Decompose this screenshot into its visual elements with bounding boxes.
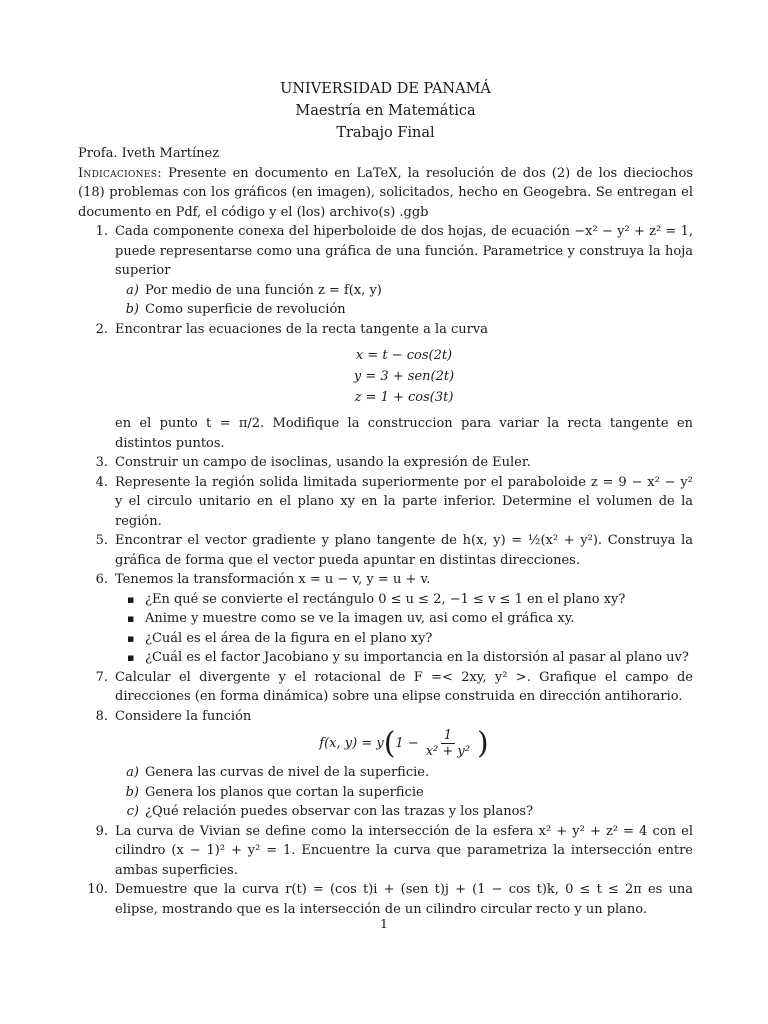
fraction <box>423 728 473 759</box>
problem-number: 1. <box>95 224 108 239</box>
sub-label: b) <box>125 784 139 800</box>
problem-10 <box>78 880 693 919</box>
problem-8 <box>78 707 693 822</box>
equation-x: x = t − cos(2t) <box>355 348 453 363</box>
problem-number: 6. <box>95 572 108 587</box>
function-equation <box>115 725 693 761</box>
page-number: 1 <box>380 916 388 931</box>
sub-item <box>115 300 693 320</box>
problem-3 <box>78 453 693 473</box>
equation-one: 1 − <box>395 735 419 751</box>
document-page <box>78 78 693 919</box>
sub-text: Genera las curvas de nivel de la superficie. <box>145 765 430 780</box>
equation-z: z = 1 + cos(3t) <box>354 390 454 405</box>
sub-item <box>115 802 693 822</box>
sub-text: Como superficie de revolución <box>145 302 346 317</box>
professor-name: Profa. Iveth Martínez <box>78 146 220 161</box>
problem-2 <box>78 320 693 454</box>
sub-item <box>115 281 693 301</box>
problem-number: 10. <box>87 882 108 897</box>
problem-1 <box>78 222 693 320</box>
sub-label: c) <box>126 804 139 819</box>
bullet-item: ▪ Anime y muestre como se ve la imagen uv, asi como el gráfica xy. <box>115 609 693 629</box>
sub-label: b) <box>125 302 139 317</box>
equation-y: y = 3 + sen(2t) <box>353 369 455 384</box>
sub-item <box>115 783 693 803</box>
problem-6 <box>78 570 693 668</box>
parametric-equations <box>115 345 693 408</box>
bullet-item: ▪ ¿Cuál es el área de la figura en el plano xy? <box>115 629 693 649</box>
problem-7 <box>78 668 693 707</box>
problem-4 <box>78 473 693 532</box>
instructions-paragraph <box>78 164 693 223</box>
sub-list <box>115 281 693 320</box>
program-title: Maestría en Matemática <box>295 103 476 119</box>
sub-item <box>115 763 693 783</box>
fraction-numerator: 1 <box>441 728 455 744</box>
sub-list <box>115 763 693 822</box>
sub-text: Por medio de una función z = f(x, y) <box>145 282 382 298</box>
problem-list <box>78 222 693 919</box>
problem-5 <box>78 531 693 570</box>
problem-text: La curva de Vivian se define como la intersección de la esfera x² + y² + z² = 4 con el cilindro (x − 1)² + y² = 1. Encuentre la curva que parametriza la intersección entre ambas superficies. <box>115 823 693 878</box>
problem-text: Cada componente conexa del hiperboloide de dos hojas, de ecuación −x² − y² + z² = 1, puede representarse como una gráfica de una función. Parametrice y construya la hoja superior <box>115 224 693 278</box>
instructions-text: Presente en documento en LaTeX, la resolución de dos (2) de los dieciochos (18) problemas con los gráficos (en imagen), solicitados, hecho en Geogebra. Se entregan el documento en Pdf, el código y el (los) archivo(s) .ggb <box>78 165 693 220</box>
assignment-title: Trabajo Final <box>336 125 435 141</box>
instructions-label: Indicaciones: <box>78 165 162 181</box>
problem-number: 8. <box>95 708 108 724</box>
problem-number: 7. <box>95 669 108 685</box>
sub-text: ¿Qué relación puedes observar con las trazas y los planos? <box>145 804 534 819</box>
problem-text: Represente la región solida limitada superiormente por el paraboloide z = 9 − x² − y² y el circulo unitario en el plano xy en la parte inferior. Determine el volumen de la región. <box>115 474 693 529</box>
bullet-item: ▪ ¿Cuál es el factor Jacobiano y su importancia en la distorsión al pasar al plano uv? <box>115 648 693 668</box>
problem-text: Encontrar las ecuaciones de la recta tangente a la curva <box>115 321 488 337</box>
bullet-item: ▪ ¿En qué se convierte el rectángulo 0 ≤ u ≤ 2, −1 ≤ v ≤ 1 en el plano xy? <box>115 590 693 610</box>
problem-text-after: en el punto t = π/2. Modifique la construccion para variar la recta tangente en distintos puntos. <box>115 416 693 451</box>
sub-text: Genera los planos que cortan la superficie <box>145 784 424 800</box>
sub-label: a) <box>126 282 139 298</box>
right-paren: ) <box>476 725 489 761</box>
problem-number: 4. <box>95 474 108 490</box>
problem-number: 2. <box>95 321 108 337</box>
university-title: UNIVERSIDAD DE PANAMÁ <box>280 81 491 97</box>
left-paren: ( <box>383 725 396 761</box>
problem-text: Considere la función <box>115 708 252 724</box>
problem-text: Demuestre que la curva r(t) = (cos t)i + (sen t)j + (1 − cos t)k, 0 ≤ t ≤ 2π es una elipse, mostrando que es la intersección de un cilindro circular recto y un plano. <box>115 882 693 917</box>
problem-number: 5. <box>95 533 108 548</box>
sub-label: a) <box>126 765 139 780</box>
bullet-list <box>115 590 693 668</box>
problem-text: Encontrar el vector gradiente y plano tangente de h(x, y) = ½(x² + y²). Construya la gráfica de forma que el vector pueda apuntar en distintas direcciones. <box>115 533 693 568</box>
problem-9 <box>78 822 693 881</box>
problem-text: Construir un campo de isoclinas, usando la expresión de Euler. <box>115 455 531 470</box>
problem-text: Calcular el divergente y el rotacional de F =< 2xy, y² >. Grafique el campo de direcciones (en forma dinámica) sobre una elipse construida en dirección antihorario. <box>115 669 693 704</box>
problem-number: 9. <box>95 823 108 839</box>
equation-lhs: f(x, y) = y <box>319 735 384 751</box>
problem-number: 3. <box>95 455 108 470</box>
problem-text: Tenemos la transformación x = u − v, y = u + v. <box>115 572 431 587</box>
fraction-denominator: x² + y² <box>425 744 470 759</box>
